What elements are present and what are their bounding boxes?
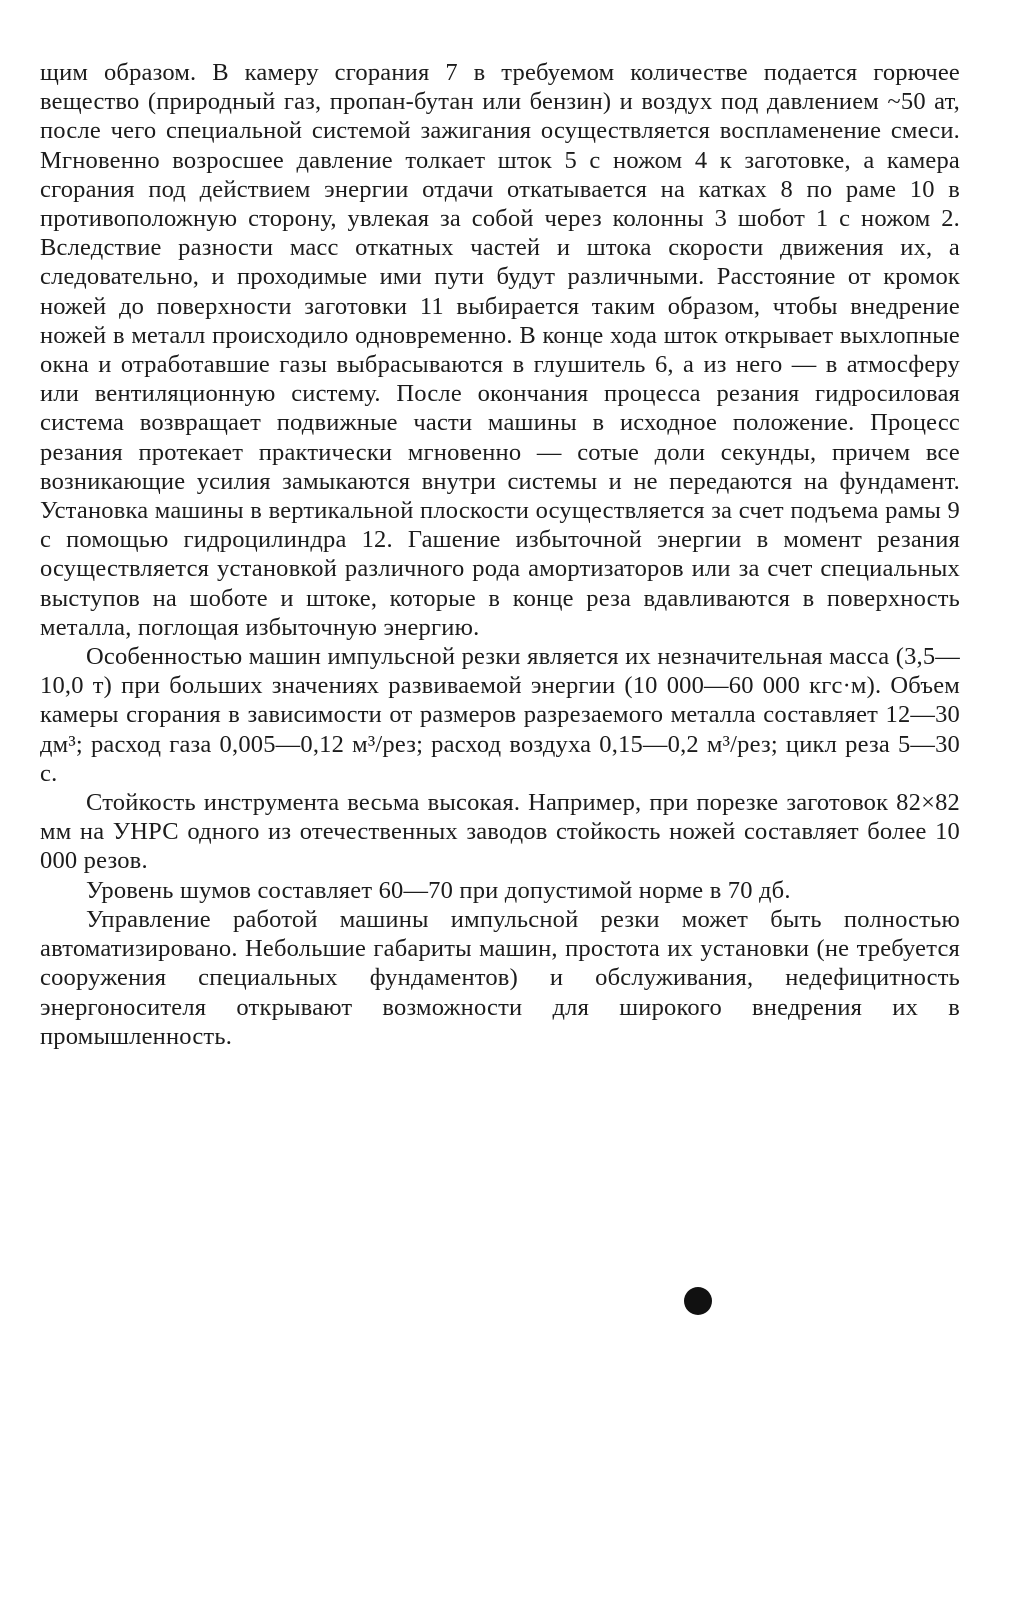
page-body	[40, 58, 960, 1051]
ink-dot-mark	[684, 1287, 712, 1315]
paragraph-tool-durability: Стойкость инструмента весьма высокая. Например, при порезке заготовок 82×82 мм на УНРС одного из отечественных заводов стойкость ножей составляет более 10 000 резов.	[40, 789, 960, 875]
paragraph-machine-features: Особенностью машин импульсной резки является их незначительная масса (3,5—10,0 т) при больших значениях развиваемой энергии (10 000—60 000 кгс·м). Объем камеры сгорания в зависимости от размеров разрезаемого металла составляет 12—30 дм³; расход газа 0,005—0,12 м³/рез; расход воздуха 0,15—0,2 м³/рез; цикл реза 5—30 с.	[40, 643, 960, 787]
paragraph-machine-operation: щим образом. В камеру сгорания 7 в требуемом количестве подается горючее вещество (природный газ, пропан-бутан или бензин) и воздух под давлением ~50 ат, после чего специальной системой зажигания осуществляется воспламенение смеси. Мгновенно возросшее давление толкает шток 5 с ножом 4 к заготовке, а камера сгорания под действием энергии отдачи откатывается на катках 8 по раме 10 в противоположную сторону, увлекая за собой через колонны 3 шобот 1 с ножом 2. Вследствие разности масс откатных частей и штока скорости движения их, а следовательно, и проходимые ими пути будут различными. Расстояние от кромок ножей до поверхности заготовки 11 выбирается таким образом, чтобы внедрение ножей в металл происходило одновременно. В конце хода шток открывает выхлопные окна и отработавшие газы выбрасываются в глушитель 6, а из него — в атмосферу или вентиляционную систему. После окончания процесса резания гидросиловая система возвращает подвижные части машины в исходное положение. Процесс резания протекает практически мгновенно — сотые доли секунды, причем все возникающие усилия замыкаются внутри системы и не передаются на фундамент. Установка машины в вертикальной плоскости осуществляется за счет подъема рамы 9 с помощью гидроцилиндра 12. Гашение избыточной энергии в момент резания осуществляется установкой различного рода амортизаторов или за счет специальных выступов на шоботе и штоке, которые в конце реза вдавливаются в поверхность металла, поглощая избыточную энергию.	[40, 59, 960, 641]
paragraph-noise-level: Уровень шумов составляет 60—70 при допустимой норме в 70 дб.	[86, 876, 791, 904]
paragraph-automation: Управление работой машины импульсной резки может быть полностью автоматизировано. Небольшие габариты машин, простота их установки (не требуется сооружения специальных фундаментов) и обслуживания, недефицитность энергоносителя открывают возможности для широкого внедрения их в промышленность.	[40, 905, 960, 1050]
